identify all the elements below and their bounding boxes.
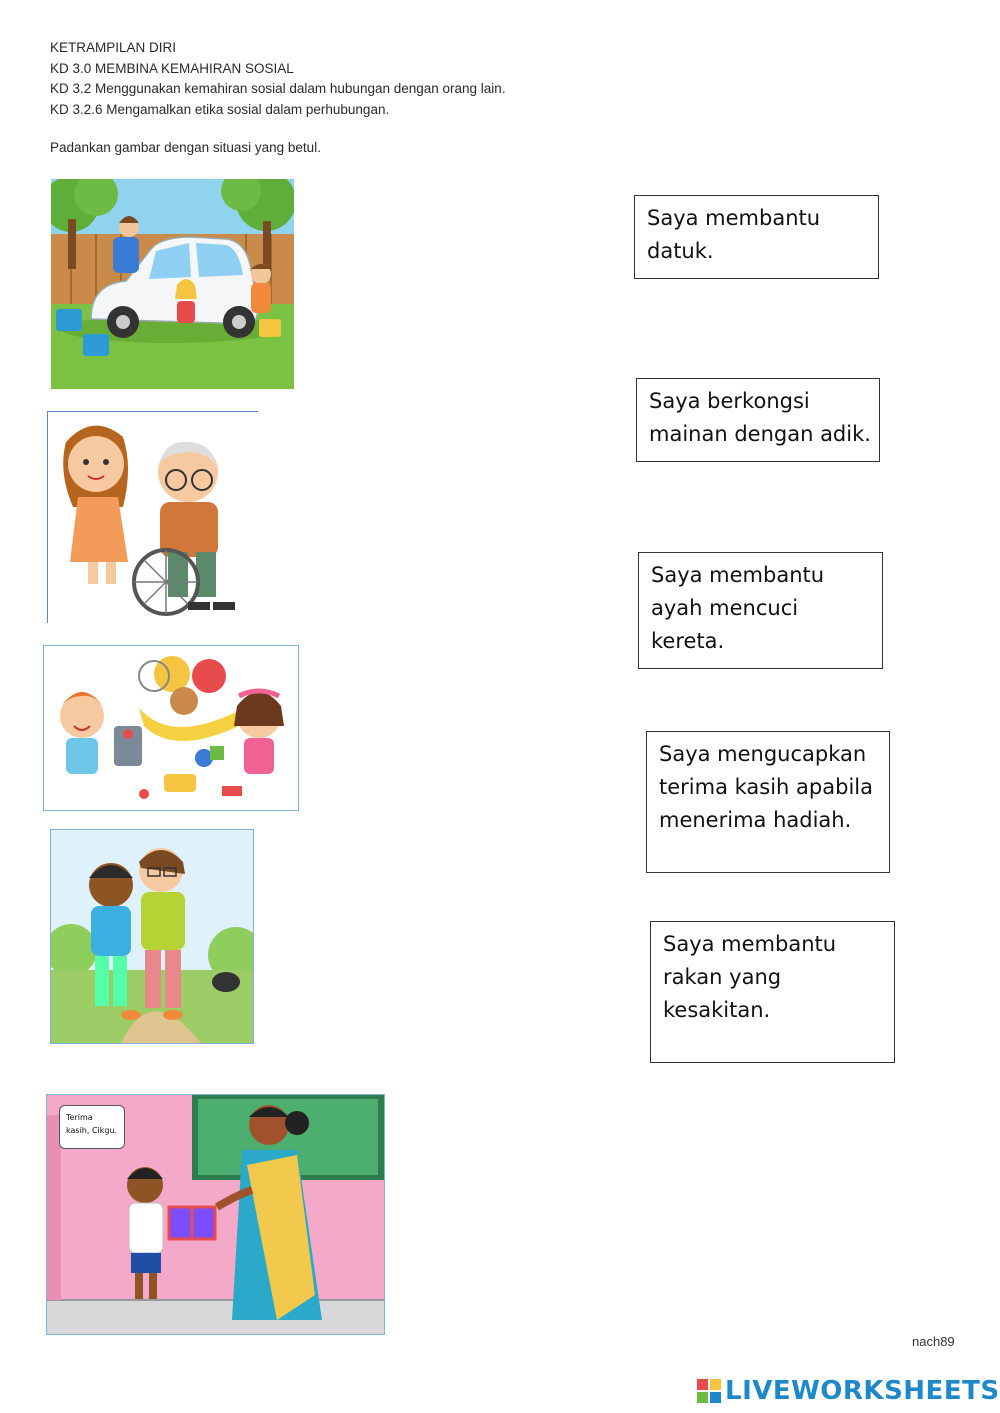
liveworksheets-logo[interactable] (697, 1376, 1000, 1406)
header-line-1: KETRAMPILAN DIRI (50, 40, 177, 55)
answer-box-1-line-2: datuk. (647, 239, 714, 263)
author-credit: nach89 (912, 1334, 955, 1349)
header-line-2: KD 3.0 MEMBINA KEMAHIRAN SOSIAL (50, 60, 294, 76)
answer-box-5[interactable] (650, 921, 895, 1063)
answer-box-2-line-2: mainan dengan adik. (649, 422, 871, 446)
answer-box-5-line-1: Saya membantu (663, 932, 837, 956)
instruction-text: Padankan gambar dengan situasi yang betul. (50, 140, 321, 155)
answer-box-5-line-3: kesakitan. (663, 998, 771, 1022)
sharing-toys-picture[interactable] (43, 645, 299, 811)
answer-box-4-line-2: terima kasih apabila (659, 775, 873, 799)
wheelchair-grandfather-picture[interactable] (47, 411, 258, 623)
answer-box-3[interactable] (638, 552, 883, 669)
answer-box-2-line-1: Saya berkongsi (649, 389, 810, 413)
thank-teacher-picture[interactable] (46, 1094, 385, 1335)
speech-line-2: kasih, Cikgu. (66, 1126, 118, 1135)
answer-box-3-line-2: ayah mencuci (651, 596, 799, 620)
header-block (50, 38, 506, 120)
helping-friend-picture[interactable] (50, 829, 254, 1044)
answer-box-3-line-3: kereta. (651, 629, 725, 653)
answer-box-2[interactable] (636, 378, 880, 462)
answer-box-3-line-1: Saya membantu (651, 563, 825, 587)
logo-text: LIVEWORKSHEETS (725, 1376, 1000, 1406)
header-line-4: KD 3.2.6 Mengamalkan etika sosial dalam perhubungan. (50, 101, 390, 117)
speech-line-1: Terima (66, 1113, 93, 1122)
answer-box-4[interactable] (646, 731, 890, 873)
speech-bubble (59, 1105, 125, 1149)
answer-box-4-line-3: menerima hadiah. (659, 808, 852, 832)
logo-grid-icon (697, 1379, 721, 1403)
answer-box-1[interactable] (634, 195, 879, 279)
answer-box-5-line-2: rakan yang (663, 965, 782, 989)
answer-box-1-line-1: Saya membantu (647, 206, 821, 230)
header-line-3: KD 3.2 Menggunakan kemahiran sosial dalam hubungan dengan orang lain. (50, 81, 506, 96)
car-wash-picture[interactable] (51, 179, 294, 389)
answer-box-4-line-1: Saya mengucapkan (659, 742, 867, 766)
